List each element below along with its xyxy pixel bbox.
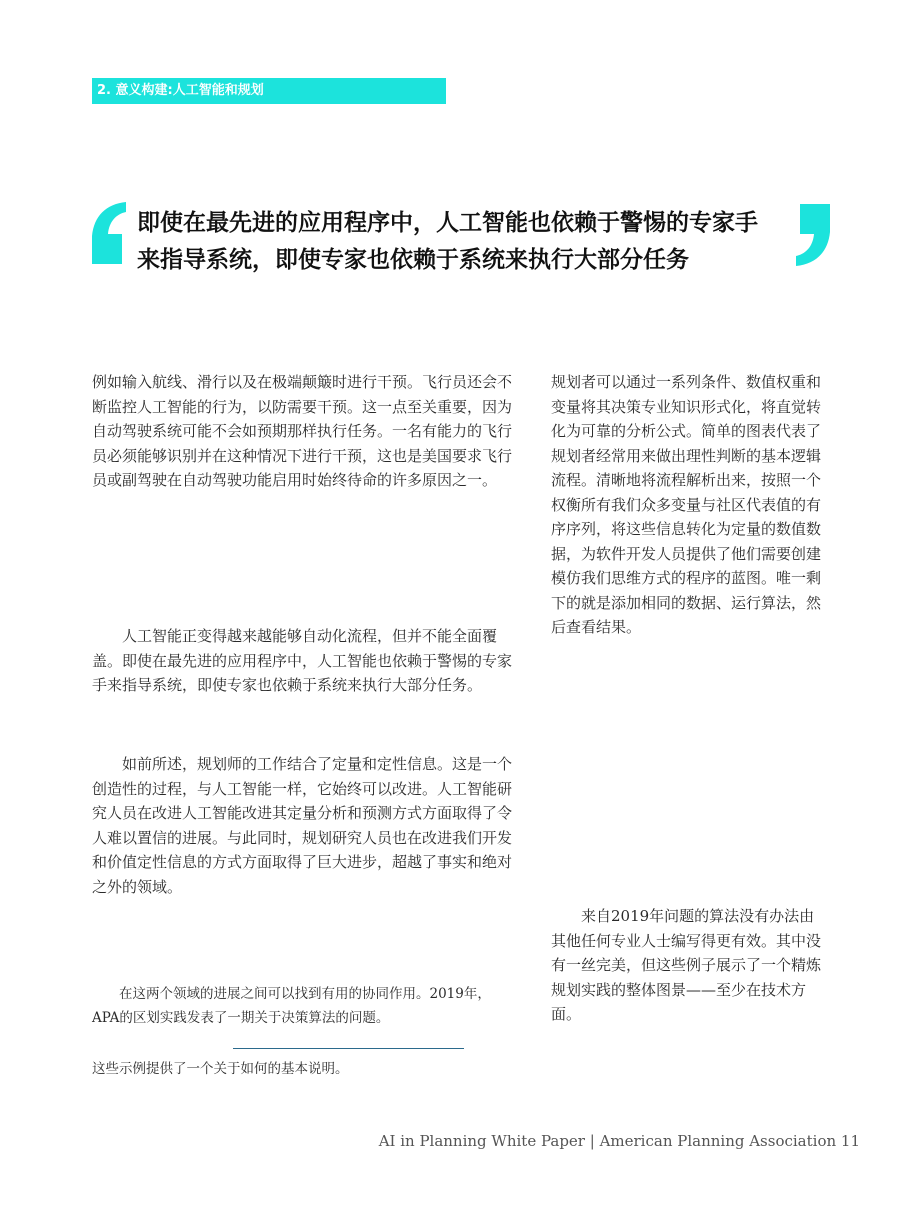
pull-quote: 即使在最先进的应用程序中，人工智能也依赖于警惕的专家手来指导系统，即使专家也依赖于系统来执行大部分任务 [137, 210, 758, 273]
left-paragraph-4: 在这两个领域的进展之间可以找到有用的协同作用。2019年，APA的区划实践发表了一期关于决策算法的问题。 [92, 986, 491, 1026]
section-tag: 2. 意义构建:人工智能和规划 [92, 78, 446, 104]
right-paragraph-2: 来自2019年问题的算法没有办法由其他任何专业人士编写得更有效。其中没有一丝完美，但这些例子展示了一个精炼规划实践的整体图景——至少在技术方面。 [551, 907, 822, 1023]
footnote-divider [233, 1048, 464, 1049]
close-quote-icon [790, 204, 830, 266]
left-paragraph-1: 例如输入航线、滑行以及在极端颠簸时进行干预。飞行员还会不断监控人工智能的行为，以防需要干预。这一点至关重要，因为自动驾驶系统可能不会如预期那样执行任务。一名有能力的飞行员必须能够识别并在这种情况下进行干预，这也是美国要求飞行员或副驾驶在自动驾驶功能启用时始终待命的许多原因之一。 [92, 373, 513, 489]
left-paragraph-3: 如前所述，规划师的工作结合了定量和定性信息。这是一个创造性的过程，与人工智能一样，它始终可以改进。人工智能研究人员在改进人工智能改进其定量分析和预测方式方面取得了令人难以置信的进展。与此同时，规划研究人员也在改进我们开发和价值定性信息的方式方面取得了巨大进步，超越了事实和绝对之外的领域。 [92, 755, 513, 896]
right-paragraph-1: 规划者可以通过一系列条件、数值权重和变量将其决策专业知识形式化，将直觉转化为可靠的分析公式。简单的图表代表了规划者经常用来做出理性判断的基本逻辑流程。清晰地将流程解析出来，按照一个权衡所有我们众多变量与社区代表值的有序序列，将这些信息转化为定量的数值数据，为软件开发人员提供了他们需要创建模仿我们思维方式的程序的蓝图。唯一剩下的就是添加相同的数据、运行算法，然后查看结果。 [551, 373, 822, 636]
page-footer: AI in Planning White Paper | American Planning Association 11 [378, 1132, 860, 1150]
left-paragraph-2: 人工智能正变得越来越能够自动化流程，但并不能全面覆盖。即使在最先进的应用程序中，人工智能也依赖于警惕的专家手来指导系统，即使专家也依赖于系统来执行大部分任务。 [92, 627, 513, 694]
footnote: 这些示例提供了一个关于如何的基本说明。 [92, 1061, 349, 1077]
open-quote-icon [92, 202, 132, 264]
